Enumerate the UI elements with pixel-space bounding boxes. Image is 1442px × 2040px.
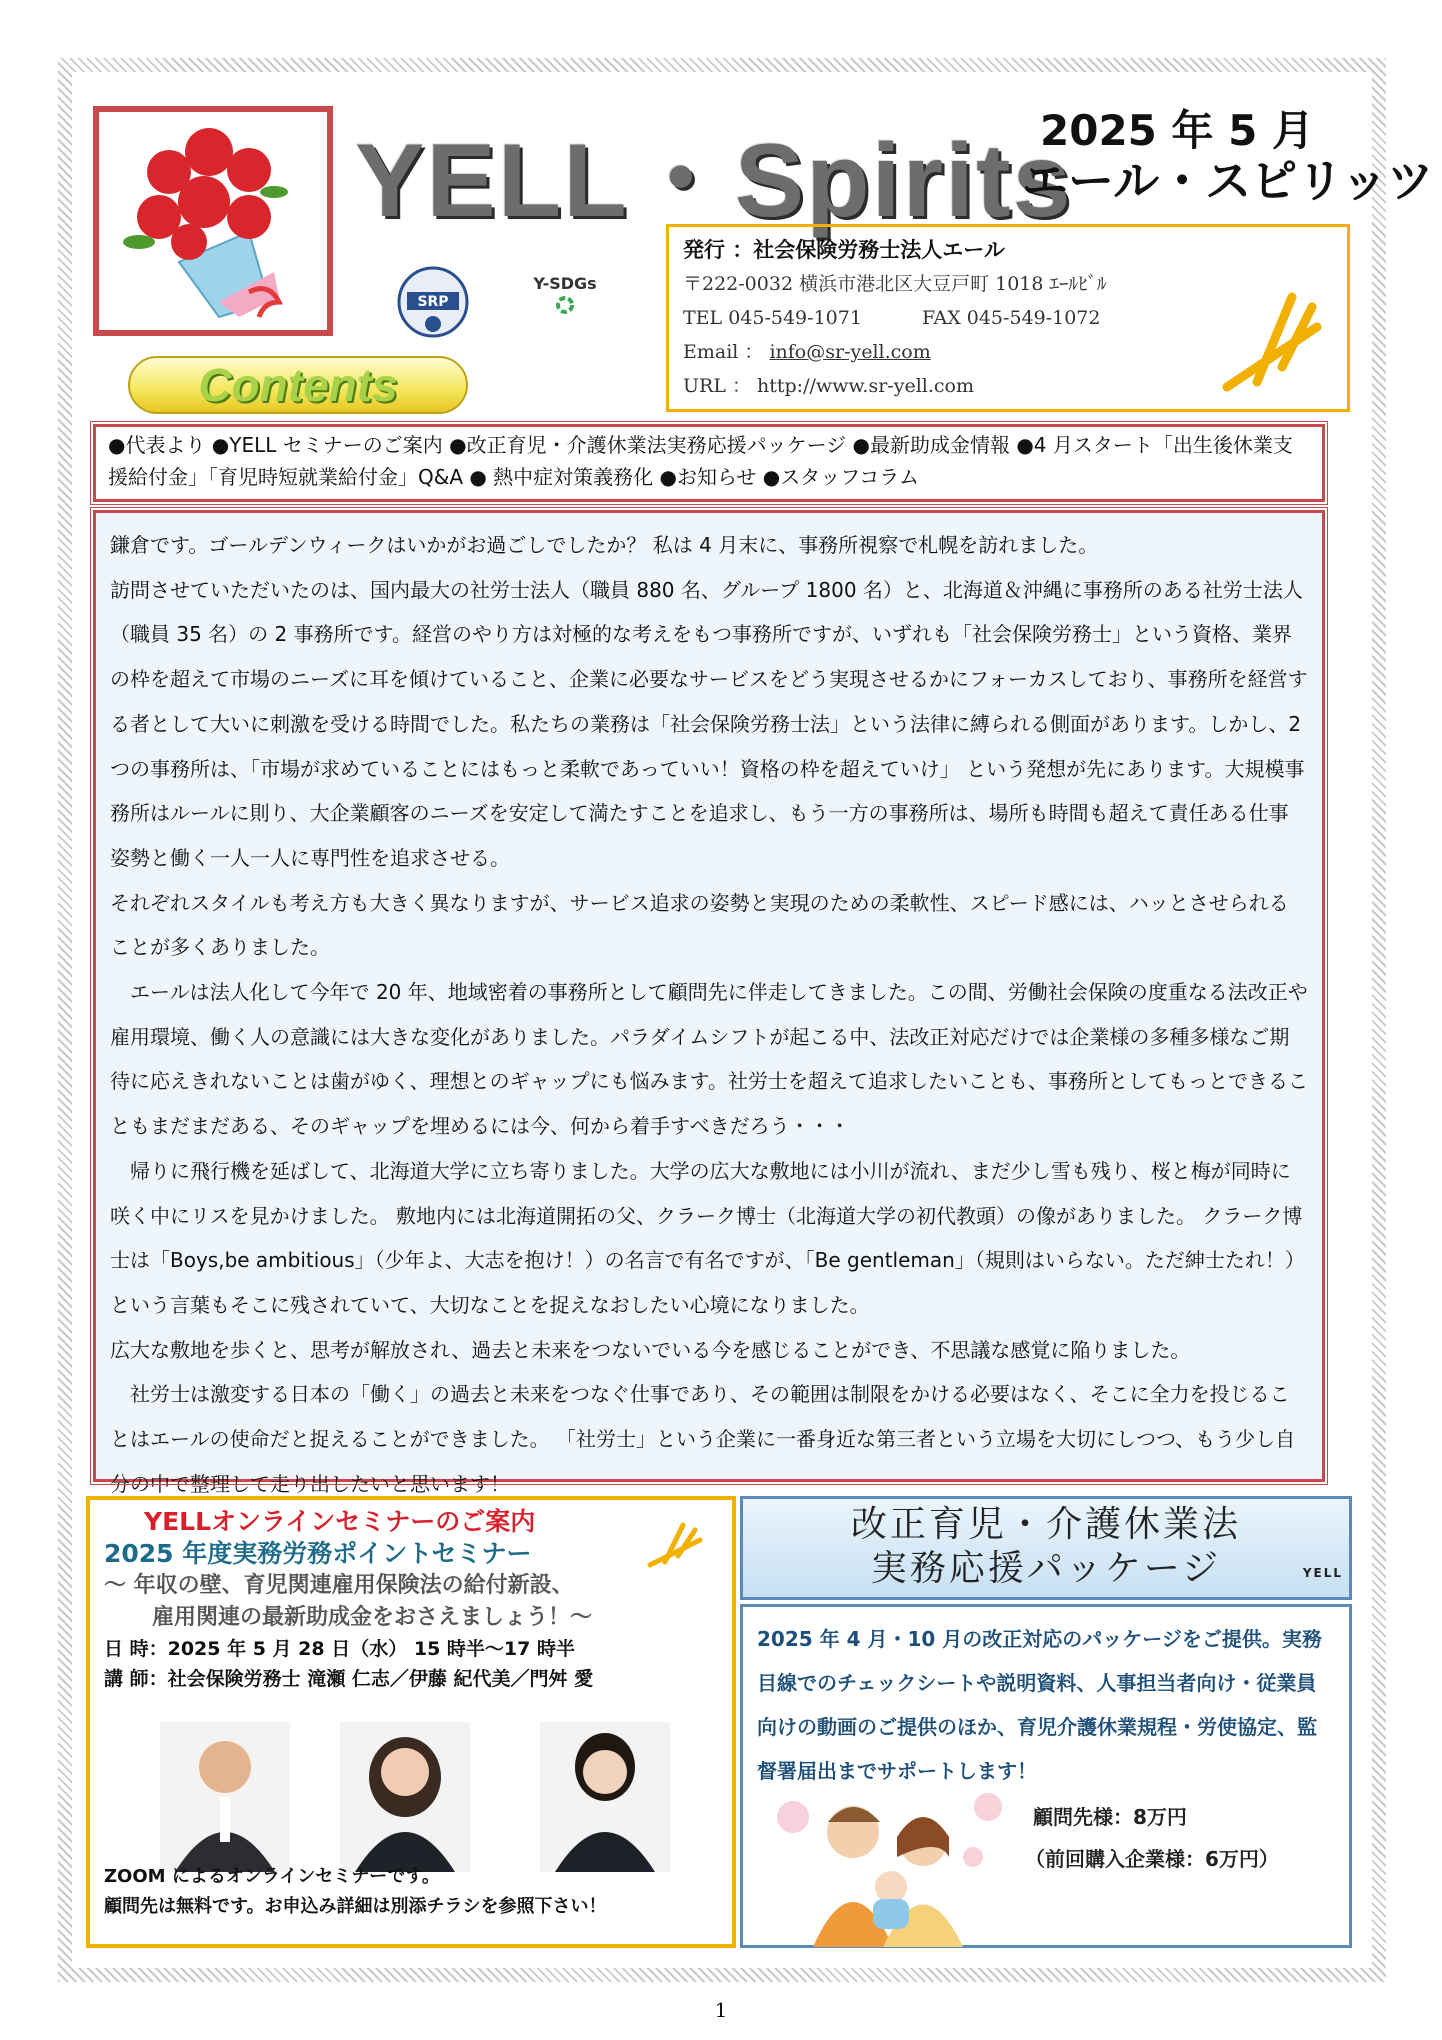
package-price-client: 顧問先様：8万円 <box>1033 1805 1187 1829</box>
url-label: URL ： <box>683 375 758 397</box>
publisher-tel: TEL 045-549-1071 <box>683 307 862 329</box>
message-paragraph: エールは法人化して今年で 20 年、地域密着の事務所として顧問先に伴走してきました。この間、労働社会保険の度重なる法改正や雇用環境、働く人の意識には大きな変化がありました。パラダイムシフトが起こる中、法改正対応だけでは企業様の多種多様なご期待に応えきれないことは歯がゆく、理想とのギャップにも悩みます。社労士を超えて追求したいことも、事務所としてもっとできることもまだまだある、そのギャップを埋めるには今、何から着手すべきだろう・・・ <box>110 980 1308 1139</box>
package-details <box>740 1604 1352 1948</box>
newsletter-title: YELL・Spirits <box>355 123 1073 239</box>
y-sdgs-label: Y-SDGs <box>533 274 597 293</box>
package-description: 2025 年 4 月・10 月の改正対応のパッケージをご提供。実務目線でのチェックシートや説明資料、人事担当者向け・従業員向けの動画のご提供のほか、育児介護休業規程・労使協定、監督署届出までサポートします！ <box>757 1627 1322 1783</box>
lecturer-photo <box>160 1722 290 1872</box>
y-sdgs-badge <box>520 272 610 342</box>
issue-date: 2025 年 5 月 <box>1040 106 1314 155</box>
page-number: 1 <box>714 1998 728 2022</box>
yell-logo-mark-icon <box>1217 287 1327 397</box>
seminar-description: ～ 年収の壁、育児関連雇用保険法の給付新設、 <box>104 1573 574 1598</box>
seminar-note: 顧問先は無料です。お申込み詳細は別添チラシを参照下さい！ <box>104 1896 607 1917</box>
seminar-subtitle: 2025 年度実務労務ポイントセミナー <box>104 1539 532 1568</box>
publisher-info-box <box>666 224 1350 412</box>
lecturer-photos <box>160 1722 720 1882</box>
seminar-date: 日 時：2025 年 5 月 28 日（水） 15 時半～17 時半 <box>104 1638 575 1660</box>
website-link[interactable]: http://www.sr-yell.com <box>757 375 974 397</box>
contents-list: ●代表より ●YELL セミナーのご案内 ●改正育児・介護休業法実務応援パッケージ ●最新助成金情報 ●4 月スタート「出生後休業支援給付金」「育児時短就業給付金」Q&A ● 熱中症対策義務化 ●お知らせ ●スタッフコラム <box>93 424 1325 502</box>
seminar-announcement <box>86 1496 736 1948</box>
lecturer-photo <box>540 1722 670 1872</box>
message-paragraph: それぞれスタイルも考え方も大きく異なりますが、サービス追求の姿勢と実現のための柔軟性、スピード感には、ハッとさせられることが多くありました。 <box>110 890 1289 960</box>
seminar-notes <box>104 1862 607 1922</box>
seminar-lecturers: 講 師：社会保険労務士 滝瀬 仁志／伊藤 紀代美／門舛 愛 <box>104 1668 594 1690</box>
message-paragraph: 鎌倉です。ゴールデンウィークはいかがお過ごしでしたか？ 私は 4 月末に、事務所視察で札幌を訪れました。 <box>110 533 1099 557</box>
message-paragraph: 帰りに飛行機を延ばして、北海道大学に立ち寄りました。大学の広大な敷地には小川が流れ、まだ少し雪も残り、桜と梅が同時に咲く中にリスを見かけました。 敷地内には北海道開拓の父、クラーク博士（北海道大学の初代教頭）の像がありました。 クラーク博士は「Boys,be ambitious」（少年よ、大志を抱け！）の名言で有名ですが、「Be gentleman」（規則はいらない。ただ紳士たれ！）という言葉もそこに残されていて、大切なことを捉えなおしたい心境になりました。 <box>110 1158 1305 1317</box>
email-label: Email ： <box>683 341 770 363</box>
lecturer-photo <box>340 1722 470 1872</box>
publisher-address: 〒222-0032 横浜市港北区大豆戸町 1018 ｴｰﾙﾋﾞﾙ <box>683 273 1107 295</box>
publisher-name: 発行 ：社会保険労務士法人エール <box>683 238 1005 262</box>
family-illustration <box>773 1777 1013 1947</box>
package-price-repeat: （前回購入企業様：6万円） <box>1025 1847 1279 1871</box>
package-brand: YELL <box>1302 1566 1343 1580</box>
package-title-line: 改正育児・介護休業法 <box>850 1504 1241 1545</box>
yell-logo-mark-icon <box>645 1520 705 1570</box>
message-paragraph: 広大な敷地を歩くと、思考が解放され、過去と未来をつないでいる今を感じることができ、不思議な感覚に陥りました。 <box>110 1337 1191 1362</box>
contents-heading: Contents <box>128 356 468 414</box>
seminar-description: 雇用関連の最新助成金をおさえましょう！～ <box>152 1605 593 1630</box>
srp-badge-label: SRP <box>417 294 449 310</box>
publisher-fax: FAX 045-549-1072 <box>921 307 1101 329</box>
message-paragraph: 社労士は激変する日本の「働く」の過去と未来をつなぐ仕事であり、その範囲は制限をかける必要はなく、そこに全力を投じることはエールの使命だと捉えることができました。 「社労士」という企業に一番身近な第三者という立場を大切にしつつ、もう少し自分の中で整理して走り出したいと思います！ <box>110 1382 1296 1496</box>
carnation-bouquet-logo <box>93 106 333 336</box>
package-title-line: 実務応援パッケージ <box>870 1548 1222 1589</box>
message-paragraph: 訪問させていただいたのは、国内最大の社労士法人（職員 880 名、グループ 1800 名）と、北海道＆沖縄に事務所のある社労士法人（職員 35 名）の 2 事務所です。経営のやり方は対極的な考えをもつ事務所ですが、いずれも「社会保険労務士」という資格、業界の枠を超えて市場のニーズに耳を傾けていること、企業に必要なサービスをどう実現させるかにフォーカスしており、事務所を経営する者として大いに刺激を受ける時間でした。私たちの業務は「社会保険労務士法」という法律に縛られる側面があります。しかし、2つの事務所は、「市場が求めていることにはもっと柔軟であっていい！資格の枠を超えていけ」 という発想が先にあります。大規模事務所はルールに則り、大企業顧客のニーズを安定して満たすことを追求し、もう一方の事務所は、場所も時間も超えて責任ある仕事姿勢と働く一人一人に専門性を追求させる。 <box>110 577 1308 870</box>
email-link[interactable]: info@sr-yell.com <box>769 341 931 363</box>
newsletter-title-kana: エール・スピリッツ <box>1022 154 1434 208</box>
seminar-note: ZOOM によるオンラインセミナーです。 <box>104 1866 440 1887</box>
package-heading <box>740 1496 1352 1600</box>
representative-message <box>93 510 1325 1496</box>
srp-certification-badge <box>383 262 483 348</box>
seminar-title: YELLオンラインセミナーのご案内 <box>144 1507 536 1536</box>
